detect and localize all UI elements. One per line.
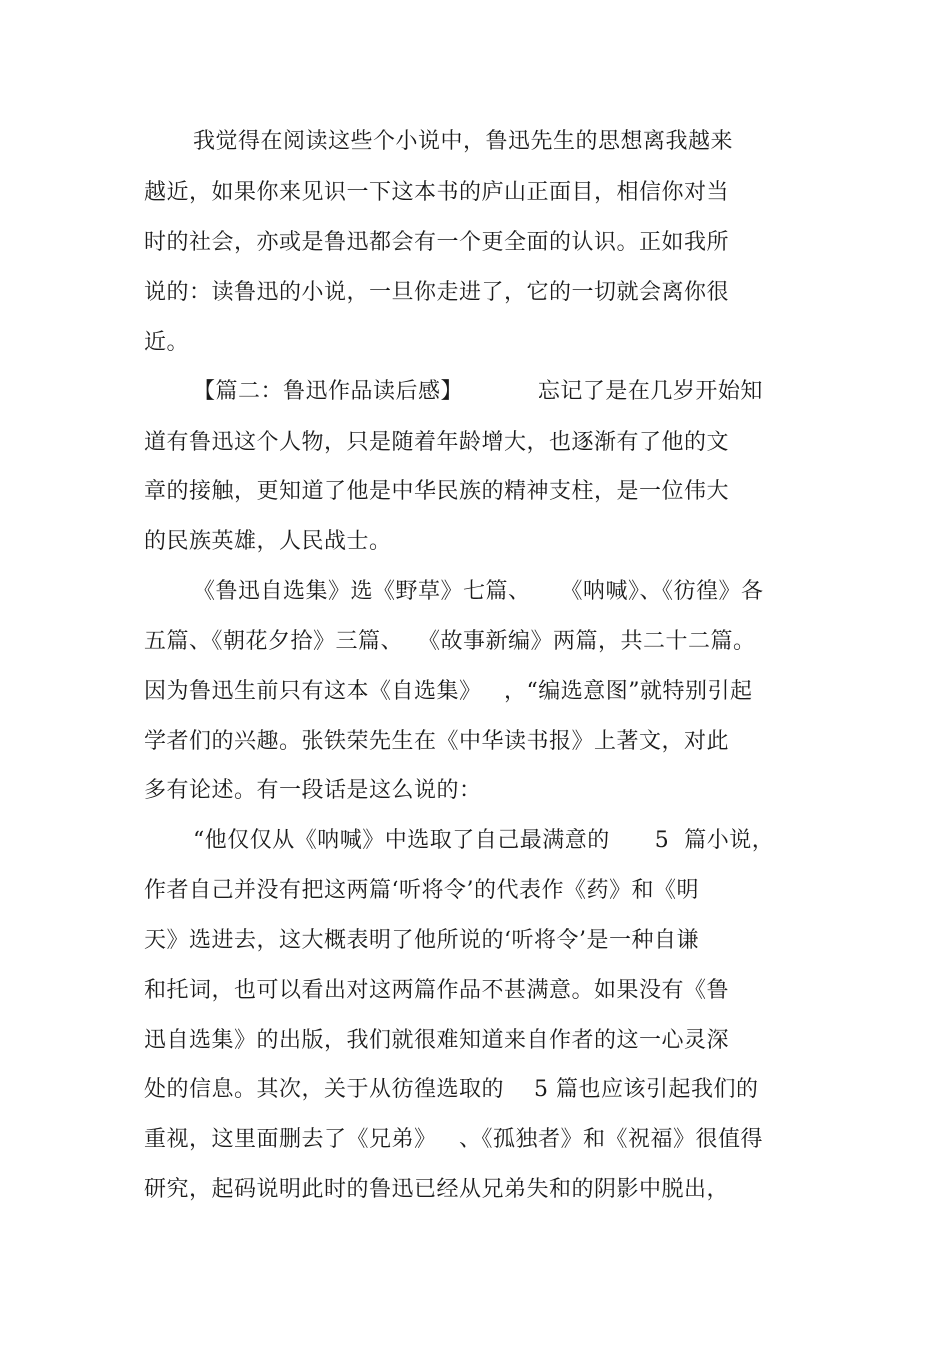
paragraph-line: 学者们的兴趣。张铁荣先生在《中华读书报》上著文，对此 xyxy=(144,729,730,754)
paragraph-line: 道有鲁迅这个人物，只是随着年龄增大，也逐渐有了他的文 xyxy=(144,430,730,455)
paragraph-line: 越近，如果你来见识一下这本书的庐山正面目，相信你对当 xyxy=(144,180,730,205)
paragraph-line: 我觉得在阅读这些个小说中，鲁迅先生的思想离我越来 xyxy=(193,129,734,154)
quote-line: 研究，起码说明此时的鲁迅已经从兄弟失和的阴影中脱出， xyxy=(144,1177,730,1202)
paragraph-line: 因为鲁迅生前只有这本《自选集》 ，“编选意图”就特别引起 xyxy=(144,679,753,704)
paragraph-line: 五篇、《朝花夕拾》三篇、 《故事新编》两篇，共二十二篇。 xyxy=(144,629,756,654)
quote-line: 处的信息。其次，关于从彷徨选取的 5 篇也应该引起我们的 xyxy=(144,1077,759,1102)
quote-line: 重视，这里面删去了《兄弟》 、《孤独者》和《祝福》很值得 xyxy=(144,1127,763,1152)
paragraph-line: 的民族英雄，人民战士。 xyxy=(144,529,392,554)
paragraph-line: 《鲁迅自选集》选《野草》七篇、 《呐喊》、《彷徨》各 xyxy=(193,579,764,604)
paragraph-line: 说的：读鲁迅的小说，一旦你走进了，它的一切就会离你很 xyxy=(144,280,730,305)
section-heading-line: 【篇二：鲁迅作品读后感】 忘记了是在几岁开始知 xyxy=(193,379,763,404)
paragraph-line: 多有论述。有一段话是这么说的： xyxy=(144,778,482,803)
quote-line: “他仅仅从《呐喊》中选取了自己最满意的 5 篇小说， xyxy=(193,828,775,853)
quote-line: 作者自己并没有把这两篇‘听将令’的代表作《药》和《明 xyxy=(144,878,699,903)
paragraph-line: 时的社会，亦或是鲁迅都会有一个更全面的认识。正如我所 xyxy=(144,230,730,255)
quote-line: 和托词，也可以看出对这两篇作品不甚满意。如果没有《鲁 xyxy=(144,978,730,1003)
paragraph-line: 章的接触，更知道了他是中华民族的精神支柱，是一位伟大 xyxy=(144,479,730,504)
quote-line: 天》选进去，这大概表明了他所说的‘听将令’是一种自谦 xyxy=(144,928,699,953)
paragraph-line: 近。 xyxy=(144,330,190,355)
quote-line: 迅自选集》的出版，我们就很难知道来自作者的这一心灵深 xyxy=(144,1028,730,1053)
